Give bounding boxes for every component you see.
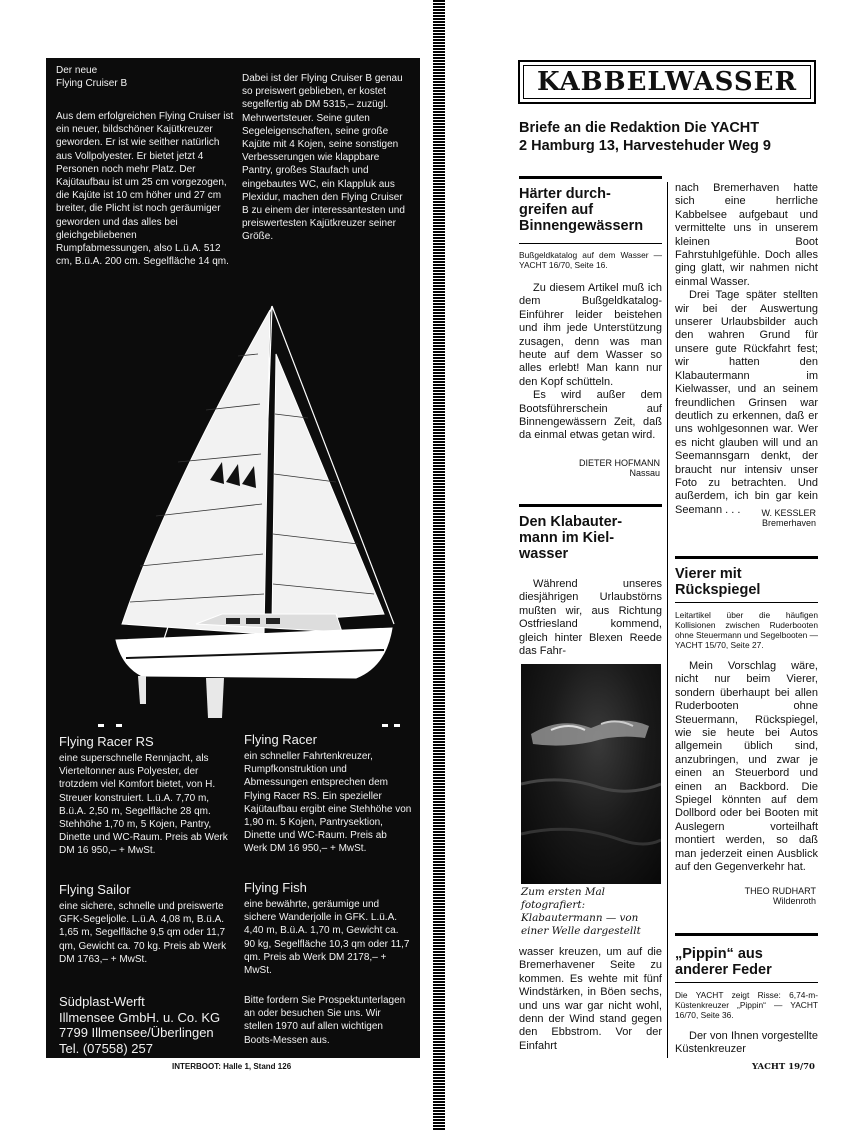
- klabautermann-photo: [521, 664, 661, 884]
- letter-4-headline: „Pippin“ aus anderer Feder: [675, 946, 772, 978]
- letter-1-signature: DIETER HOFMANN Nassau: [579, 458, 660, 478]
- product-text-fish: eine bewährte, geräumige und sichere Wanderjolle in GFK. L.ü.A. 4,40 m, B.ü.A. 1,70 m, Gewicht ca. 90 kg, Segelfläche 10,3 qm oder 11,7 qm. Preis ab Werk DM 2178,– + MwSt.: [244, 899, 410, 977]
- advertisement-panel: [46, 58, 420, 1058]
- ad-intro-left: Aus dem erfolgreichen Flying Cruiser ist ein neuer, bildschöner Kajütkreuzer geworden. Er ist wie seither natürlich aus Vollpolyester. Er bietet jetzt 4 Personen noch mehr Platz. Der Kajütaufbau ist um 25 cm vorgezogen, die Kajüte ist 10 cm höher und 27 cm breiter, die Plicht ist noch geräumiger geworden und das alles bei gleichgebliebenen Rumpfabmessungen, also L.ü.A. 512 cm, B.ü.A. 200 cm. Segelfläche 14 qm.: [56, 111, 234, 268]
- letter-2-p1: Während unseres diesjährigen Urlaubstörns mußten wir, aus Richtung Ostfriesland kommend, gleich hinter Blexen Reede das Fahr-: [519, 578, 662, 658]
- letter-2-p4: Drei Tage später stellten wir bei der Auswertung unserer Urlaubsbilder auch den wahren Grund für unsere gute Rückfahrt fest; wir hatten den Klabautermann im Kielwasser, und an seinem freundlichen Grinsen war deutlich zu erkennen, daß er uns wohlgesonnen war. Wer es nicht glauben will und an Seemannsgarn denkt, der braucht nur intensiv unser Foto zu betrachten. Und außerdem, ich bin gar kein Seemann . . .: [675, 289, 818, 516]
- ad-footer: INTERBOOT: Halle 1, Stand 126: [172, 1062, 292, 1071]
- product-name-racer-rs: Flying Racer RS: [59, 734, 154, 749]
- letter-3-p1: Mein Vorschlag wäre, nicht nur beim Vierer, sondern überhaupt bei allen Ruderbooten ohne Steuermann, Rückspiegel, wie sie heute bei Autos allgemein üblich sind, anzubringen, und zwar je einen an Steuerbord und einen an Backbord. Die Spiegel könnten auf dem Dollbord oder bei Booten mit Auslegern vorteilhaft montiert werden, so daß man jederzeit einen Ausblick auf den Gegenverkehr hat.: [675, 660, 818, 874]
- editorial-address: Briefe an die Redaktion Die YACHT 2 Hamburg 13, Harvestehuder Weg 9: [519, 120, 771, 154]
- photo-caption: Zum ersten Mal fotografiert: Klabautermann — von einer Welle dargestellt: [521, 886, 641, 937]
- ad-title: Der neue Flying Cruiser B: [56, 65, 128, 90]
- page-gutter: [433, 0, 445, 1130]
- product-text-racer: ein schneller Fahrtenkreuzer, Rumpfkonstruktion und Abmessungen entsprechen dem Flying Racer RS. Ein spezieller Kajütaufbau ergibt eine Stehhöhe von 1,90 m. 5 Kojen, Pantrysektion, Dinette und WC-Raum. Preis ab Werk DM 16 950,– + MwSt.: [244, 751, 412, 855]
- ad-intro-right: Dabei ist der Flying Cruiser B genau so preiswert geblieben, er kostet segelfertig ab DM 5315,– zuzügl. Mehrwertsteuer. Seine guten Segeleigenschaften, seine große Kajüte mit 4 Kojen, seine sonstigen Verbesserungen wie klappbare Pantry, großes Staufach und eingebautes WC, ein Klappluk aus Plexidur, machen den Flying Cruiser B zu einem der interessantesten und preiswertesten Kajütkreuzer seiner Größe.: [242, 73, 405, 243]
- letter-1-body: [519, 282, 662, 443]
- letter-2-headline: Den Klabauter- mann im Kiel- wasser: [519, 514, 623, 562]
- ad-closing: Bitte fordern Sie Prospektunterlagen an oder besuchen Sie uns. Wir stellen 1970 auf allen wichtigen Boots-Messen aus.: [244, 995, 406, 1046]
- letter-4-p1: Der von Ihnen vorgestellte Küstenkreuzer: [675, 1030, 818, 1056]
- letter-2-p2: wasser kreuzen, um auf die Bremerhavener Seite zu kommen. Es wehte mit fünf Windstärken, in Böen sechs, und uns war gar nicht wohl, denn der Wind stand gegen den Ebbstrom. Vor der Einfahrt: [519, 946, 662, 1052]
- letter-2-p3: nach Bremerhaven hatte sich eine herrliche Kabbelsee aufgebaut und vermittelte uns in unserem kleinen Boot Fahrstuhlgefühle. Doch alles ging glatt, wir nahmen nicht einmal Wasser.: [675, 182, 818, 288]
- letter-1-intro: Bußgeldkatalog auf dem Wasser — YACHT 16/70, Seite 16.: [519, 250, 662, 270]
- letter-3-intro: Leitartikel über die häufigen Kollisionen zwischen Ruderbooten ohne Steuermann und Segelbooten — YACHT 15/70, Seite 27.: [675, 610, 818, 650]
- letter-1-headline: Härter durch- greifen auf Binnengewässern: [519, 186, 644, 234]
- letter-2-p3-p4: [675, 182, 818, 517]
- company-address: Südplast-Werft Illmensee GmbH. u. Co. KG 7799 Illmensee/Überlingen Tel. (07558) 257: [59, 994, 221, 1056]
- letter-3-signature: THEO RUDHART Wildenroth: [744, 886, 816, 906]
- letter-3-headline: Vierer mit Rückspiegel: [675, 566, 761, 598]
- product-text-racer-rs: eine superschnelle Rennjacht, als Vierteltonner aus Polyester, der trotzdem viel Komfort bietet, von H. Streuer konstruiert. L.ü.A. 7,70 m, B.ü.A. 2,50 m, Segelfläche 28 qm. Stehhöhe 1,70 m, 5 Kojen, Pantry, Dinette und WC-Raum. Preis ab Werk DM 16 950,– + MwSt.: [59, 753, 228, 857]
- product-text-sailor: eine sichere, schnelle und preiswerte GFK-Segeljolle. L.ü.A. 4,08 m, B.ü.A. 1,65 m, Segelfläche 9,5 qm oder 11,7 qm, Gewicht ca. 70 kg. Preis ab Werk DM 1763,– + MwSt.: [59, 901, 227, 965]
- kabbelwasser-logo: [518, 60, 816, 104]
- letter-2-signature: W. KESSLER Bremerhaven: [761, 508, 816, 528]
- product-name-racer: Flying Racer: [244, 732, 317, 747]
- letter-1-p1: Zu diesem Artikel muß ich dem Bußgeldkatalog-Einführer leider beistehen und ihm jede Unterstützung zusagen, denn was man heute auf dem Wasser so alles erlebt! Man kann nur den Kopf schütteln.: [519, 282, 662, 388]
- letter-1-p2: Es wird außer dem Bootsführerschein auf Binnengewässern Zeit, daß da einmal etwas getan wird.: [519, 389, 662, 442]
- wave-image: [521, 664, 661, 884]
- product-name-sailor: Flying Sailor: [59, 882, 131, 897]
- product-name-fish: Flying Fish: [244, 880, 307, 895]
- letter-4-intro: Die YACHT zeigt Risse: 6,74-m-Küstenkreuzer „Pippin“ — YACHT 16/70, Seite 36.: [675, 990, 818, 1020]
- sailboat-illustration: [46, 294, 420, 734]
- logo-text: KABBELWASSER: [536, 67, 798, 97]
- page-reference: YACHT 19/70: [752, 1062, 815, 1072]
